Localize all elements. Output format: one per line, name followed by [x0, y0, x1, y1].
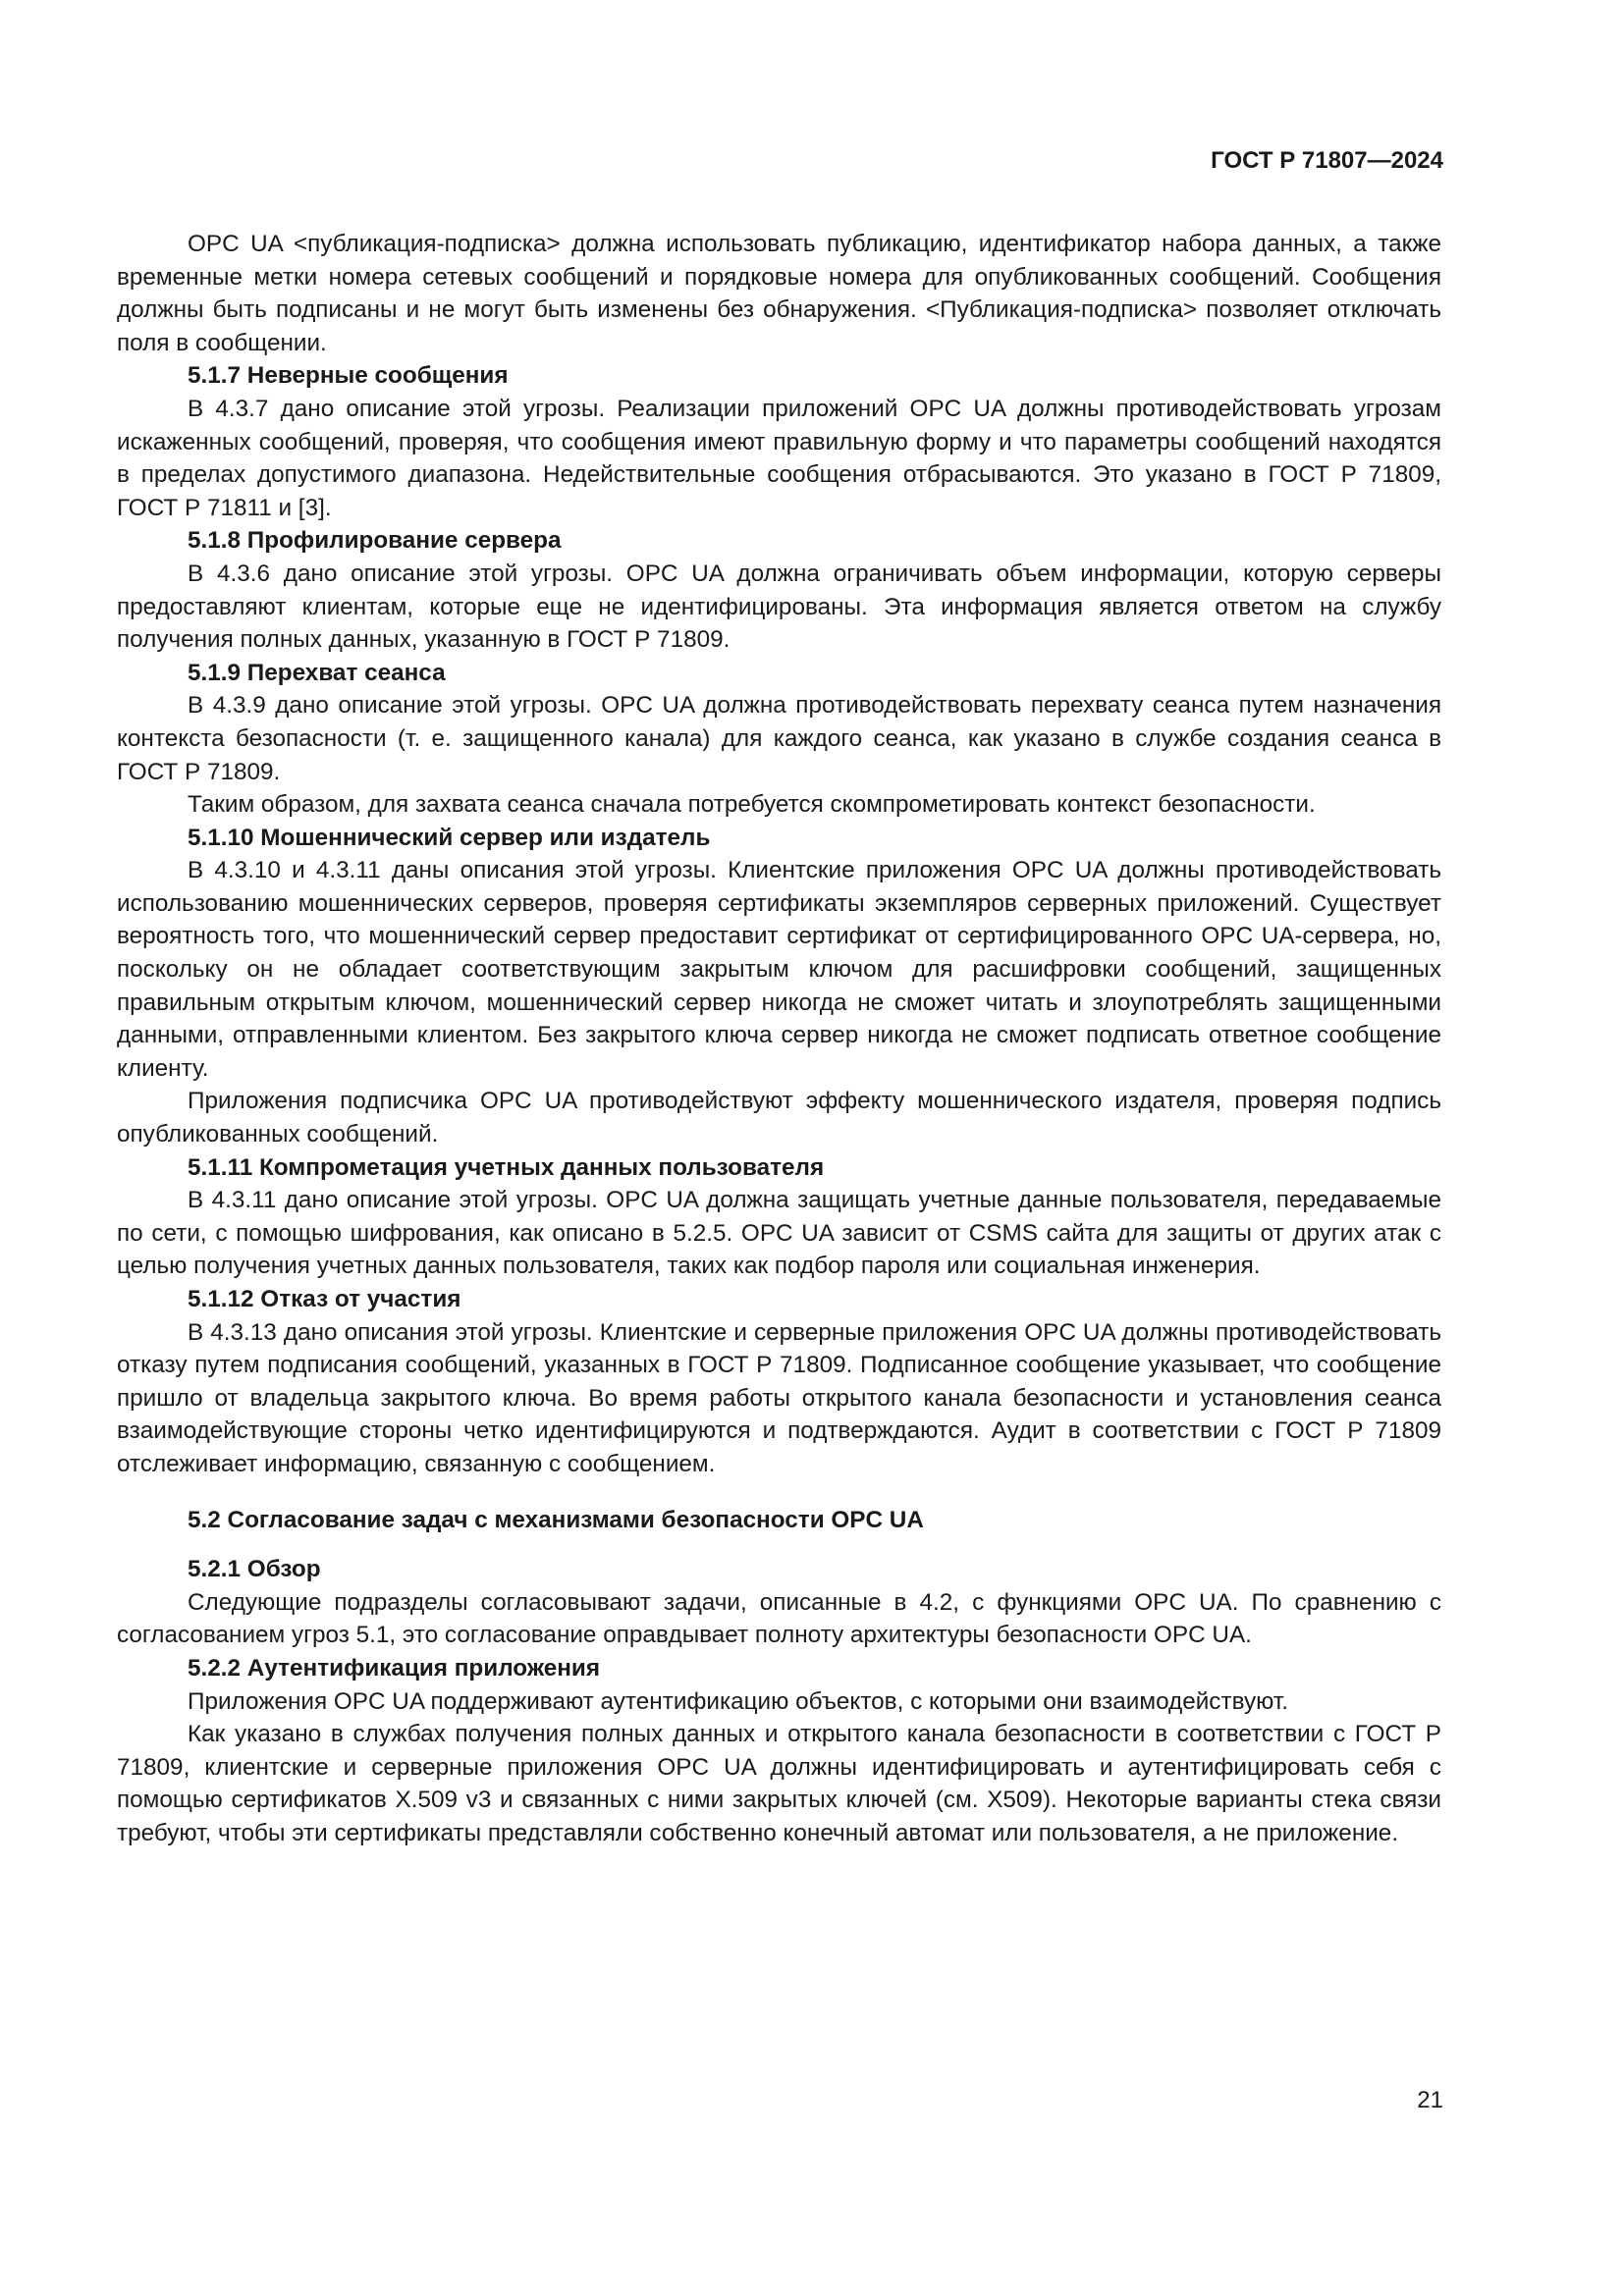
section-heading-5-1-11: 5.1.11 Компрометация учетных данных пользователя: [188, 1153, 825, 1181]
section-heading-5-1-8: 5.1.8 Профилирование сервера: [188, 527, 562, 555]
paragraph: В 4.3.11 дано описание этой угрозы. OPC UA должна защищать учетные данные пользователя, передаваемые по сети, с помощью шифрования, как описано в 5.2.5. OPC UA зависит от CSMS сайта для защиты от других атак с целью получения учетных данных пользователя, таких как подбор пароля или социальная инженерия.: [117, 1187, 1441, 1280]
paragraph: Как указано в службах получения полных данных и открытого канала безопасности в соответствии с ГОСТ Р 71809, клиентские и серверные приложения OPC UA должны идентифицировать и аутентифицировать себя с помощью сертификатов X.509 v3 и связанных с ними закрытых ключей (см. X509). Некоторые варианты стека связи требуют, чтобы эти сертификаты представляли собственно конечный автомат или пользователя, а не приложение.: [117, 1721, 1441, 1846]
document-header: ГОСТ Р 71807—2024: [1211, 147, 1443, 174]
document-body: [117, 228, 1441, 1850]
paragraph: OPC UA <публикация-подписка> должна использовать публикацию, идентификатор набора данных, а также временные метки номера сетевых сообщений и порядковые номера для опубликованных сообщений. Сообщения должны быть подписаны и не могут быть изменены без обнаружения. <Публикация-подписка> позволяет отключать поля в сообщении.: [117, 231, 1441, 356]
section-heading-5-1-10: 5.1.10 Мошеннический сервер или издатель: [188, 824, 711, 851]
paragraph: В 4.3.7 дано описание этой угрозы. Реализации приложений OPC UA должны противодействовать угрозам искаженных сообщений, проверяя, что сообщения имеют правильную форму и что параметры сообщений находятся в пределах допустимого диапазона. Недействительные сообщения отбрасываются. Это указано в ГОСТ Р 71809, ГОСТ Р 71811 и [3].: [117, 395, 1441, 521]
paragraph: В 4.3.6 дано описание этой угрозы. OPC UA должна ограничивать объем информации, которую серверы предоставляют клиентам, которые еще не идентифицированы. Эта информация является ответом на службу получения полных данных, указанную в ГОСТ Р 71809.: [117, 560, 1441, 654]
paragraph: В 4.3.13 дано описания этой угрозы. Клиентские и серверные приложения OPC UA должны противодействовать отказу путем подписания сообщений, указанных в ГОСТ Р 71809. Подписанное сообщение указывает, что сообщение пришло от владельца закрытого ключа. Во время работы открытого канала безопасности и установления сеанса взаимодействующие стороны четко идентифицируются и подтверждаются. Аудит в соответствии с ГОСТ Р 71809 отслеживает информацию, связанную с сообщением.: [117, 1318, 1441, 1477]
section-heading-5-1-7: 5.1.7 Неверные сообщения: [188, 362, 509, 390]
paragraph: Следующие подразделы согласовывают задачи, описанные в 4.2, с функциями OPC UA. По сравнению с согласованием угроз 5.1, это согласование оправдывает полноту архитектуры безопасности OPC UA.: [117, 1588, 1441, 1649]
section-heading-5-1-9: 5.1.9 Перехват сеанса: [188, 659, 446, 686]
section-heading-5-1-12: 5.1.12 Отказ от участия: [188, 1286, 461, 1312]
paragraph: Приложения подписчика OPC UA противодействуют эффекту мошеннического издателя, проверяя подпись опубликованных сообщений.: [117, 1088, 1441, 1148]
page-number: 21: [1417, 2087, 1443, 2113]
section-heading-5-2-1: 5.2.1 Обзор: [188, 1556, 321, 1583]
paragraph: Приложения OPC UA поддерживают аутентификацию объектов, с которыми они взаимодействуют.: [188, 1687, 1288, 1715]
section-heading-5-2: 5.2 Согласование задач с механизмами безопасности OPC UA: [188, 1506, 924, 1533]
paragraph: В 4.3.9 дано описание этой угрозы. OPC UA должна противодействовать перехвату сеанса путем назначения контекста безопасности (т. е. защищенного канала) для каждого сеанса, как указано в службе создания сеанса в ГОСТ Р 71809.: [117, 692, 1441, 785]
paragraph: В 4.3.10 и 4.3.11 даны описания этой угрозы. Клиентские приложения OPC UA должны противодействовать использованию мошеннических серверов, проверяя сертификаты экземпляров серверных приложений. Существует вероятность того, что мошеннический сервер предоставит сертификат от сертифицированного OPC UA-сервера, но, поскольку он не обладает соответствующим закрытым ключом для расшифровки сообщений, защищенных правильным открытым ключом, мошеннический сервер никогда не сможет читать и злоупотреблять защищенными данными, отправленными клиентом. Без закрытого ключа сервер никогда не сможет подписать ответное сообщение клиенту.: [117, 857, 1441, 1082]
section-heading-5-2-2: 5.2.2 Аутентификация приложения: [188, 1654, 601, 1682]
paragraph: Таким образом, для захвата сеанса сначала потребуется скомпрометировать контекст безопасности.: [188, 791, 1316, 819]
